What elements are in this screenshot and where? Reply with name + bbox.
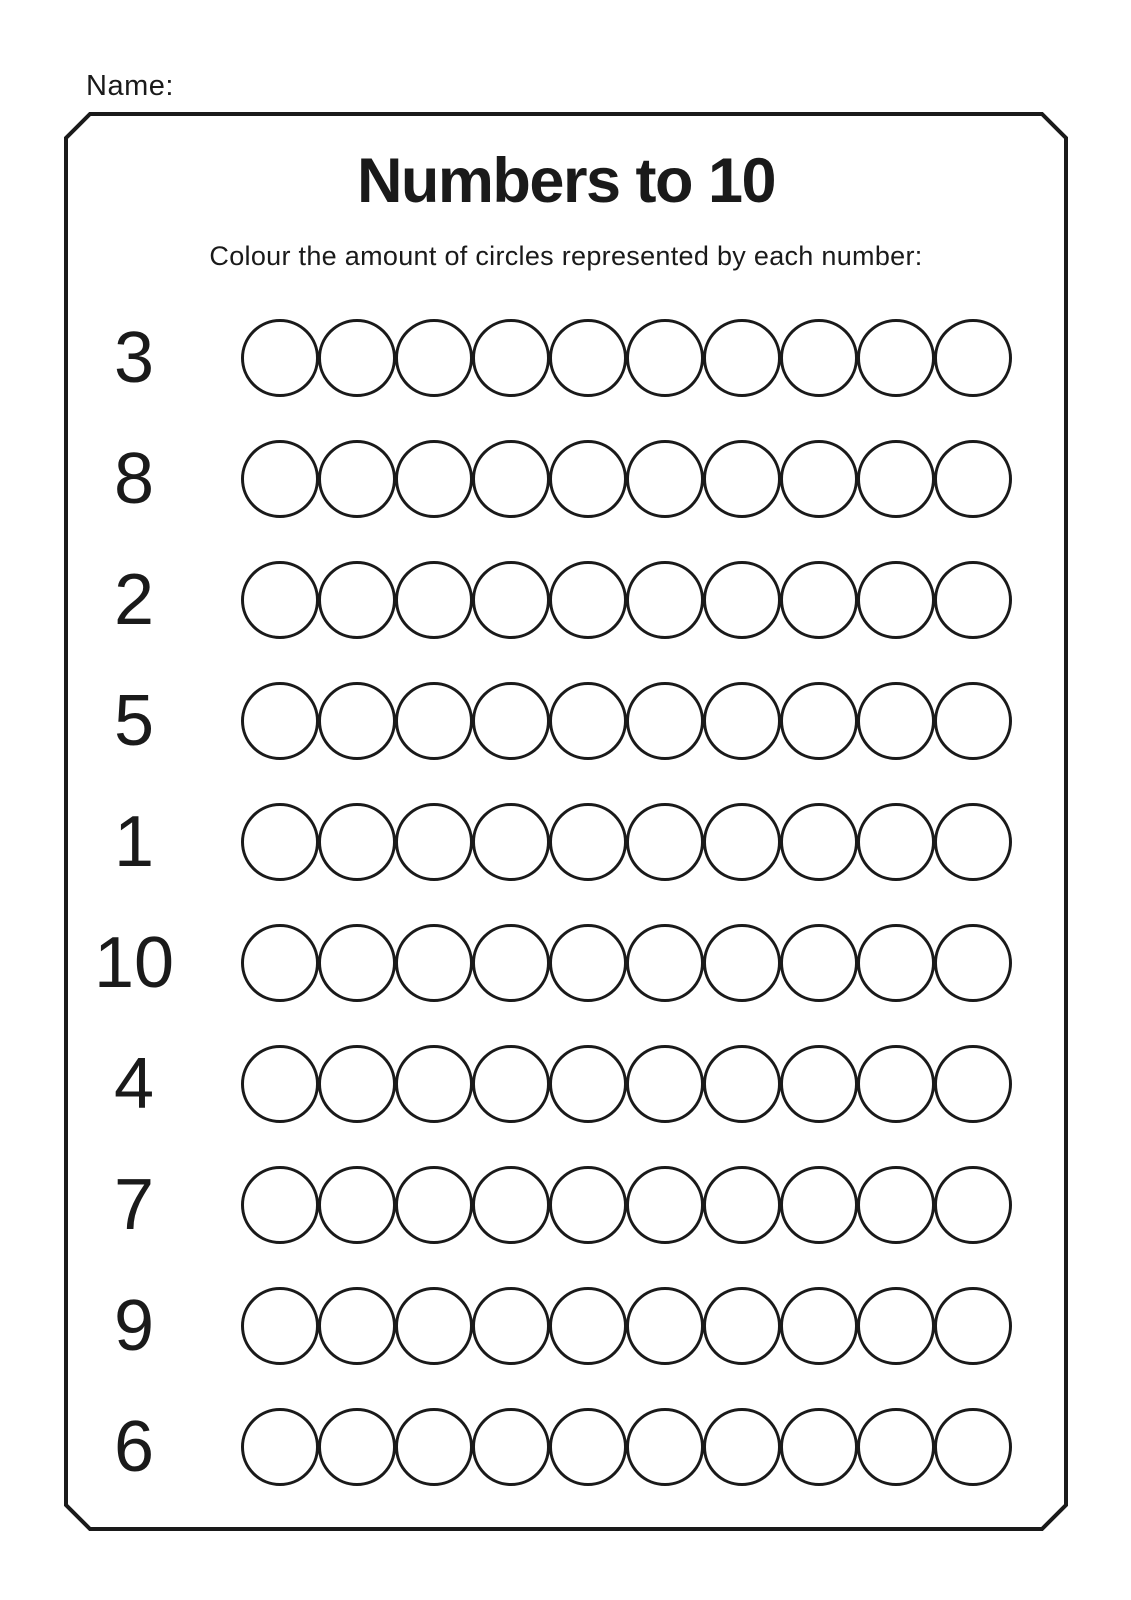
number-row	[64, 1386, 1068, 1507]
circle[interactable]	[780, 924, 858, 1002]
circle[interactable]	[472, 319, 550, 397]
circle[interactable]	[780, 1287, 858, 1365]
circle-row	[241, 1287, 1011, 1365]
circle[interactable]	[318, 803, 396, 881]
number-row	[64, 781, 1068, 902]
row-number: 5	[113, 680, 155, 761]
circle[interactable]	[241, 803, 319, 881]
circle[interactable]	[549, 319, 627, 397]
row-number: 4	[113, 1043, 155, 1124]
circle[interactable]	[934, 440, 1012, 518]
circle[interactable]	[395, 440, 473, 518]
circle-row	[241, 1045, 1011, 1123]
circle[interactable]	[395, 803, 473, 881]
circle[interactable]	[626, 1408, 704, 1486]
circle[interactable]	[395, 1166, 473, 1244]
number-row	[64, 902, 1068, 1023]
circle[interactable]	[703, 924, 781, 1002]
number-rows	[64, 297, 1068, 1507]
circle[interactable]	[626, 561, 704, 639]
circle[interactable]	[318, 682, 396, 760]
circle[interactable]	[703, 1408, 781, 1486]
circle[interactable]	[241, 319, 319, 397]
circle[interactable]	[857, 1166, 935, 1244]
circle[interactable]	[703, 319, 781, 397]
row-number: 2	[113, 559, 155, 640]
circle[interactable]	[626, 319, 704, 397]
circle[interactable]	[395, 924, 473, 1002]
circle[interactable]	[857, 319, 935, 397]
circle[interactable]	[395, 561, 473, 639]
circle[interactable]	[241, 924, 319, 1002]
circle-row	[241, 561, 1011, 639]
circle-row	[241, 803, 1011, 881]
circle[interactable]	[549, 1408, 627, 1486]
circle[interactable]	[626, 803, 704, 881]
circle-row	[241, 682, 1011, 760]
circle[interactable]	[241, 682, 319, 760]
circle[interactable]	[780, 1408, 858, 1486]
number-row	[64, 1144, 1068, 1265]
number-row	[64, 1265, 1068, 1386]
name-label: Name:	[86, 70, 174, 102]
circle[interactable]	[934, 803, 1012, 881]
circle[interactable]	[472, 1287, 550, 1365]
circle[interactable]	[472, 1166, 550, 1244]
circle[interactable]	[626, 924, 704, 1002]
circle[interactable]	[934, 1287, 1012, 1365]
circle-row	[241, 924, 1011, 1002]
circle[interactable]	[703, 1045, 781, 1123]
circle[interactable]	[395, 682, 473, 760]
circle[interactable]	[318, 561, 396, 639]
circle[interactable]	[780, 561, 858, 639]
row-number: 7	[113, 1164, 155, 1245]
circle[interactable]	[318, 924, 396, 1002]
circle[interactable]	[780, 803, 858, 881]
row-number: 6	[113, 1406, 155, 1487]
circle[interactable]	[472, 1408, 550, 1486]
circle[interactable]	[703, 1287, 781, 1365]
circle-row	[241, 319, 1011, 397]
row-number: 8	[113, 438, 155, 519]
circle[interactable]	[318, 1166, 396, 1244]
circle[interactable]	[241, 1408, 319, 1486]
circle-row	[241, 1166, 1011, 1244]
number-row	[64, 297, 1068, 418]
circle[interactable]	[703, 561, 781, 639]
circle[interactable]	[318, 440, 396, 518]
circle[interactable]	[857, 1408, 935, 1486]
circle[interactable]	[549, 682, 627, 760]
number-row	[64, 1023, 1068, 1144]
circle[interactable]	[857, 924, 935, 1002]
circle[interactable]	[318, 1408, 396, 1486]
circle[interactable]	[857, 803, 935, 881]
circle[interactable]	[626, 682, 704, 760]
circle[interactable]	[318, 1045, 396, 1123]
circle[interactable]	[934, 1166, 1012, 1244]
circle[interactable]	[318, 319, 396, 397]
circle[interactable]	[703, 440, 781, 518]
worksheet-instruction: Colour the amount of circles represented by each number:	[209, 241, 923, 271]
circle[interactable]	[857, 682, 935, 760]
circle[interactable]	[549, 803, 627, 881]
circle[interactable]	[472, 1045, 550, 1123]
circle-row	[241, 440, 1011, 518]
circle[interactable]	[549, 1045, 627, 1123]
circle[interactable]	[549, 561, 627, 639]
circle[interactable]	[472, 803, 550, 881]
circle[interactable]	[241, 1287, 319, 1365]
circle[interactable]	[472, 924, 550, 1002]
circle[interactable]	[703, 682, 781, 760]
circle[interactable]	[472, 440, 550, 518]
circle[interactable]	[780, 1166, 858, 1244]
circle[interactable]	[395, 1045, 473, 1123]
circle[interactable]	[241, 440, 319, 518]
circle[interactable]	[703, 803, 781, 881]
circle[interactable]	[626, 1045, 704, 1123]
circle[interactable]	[857, 1287, 935, 1365]
circle[interactable]	[780, 319, 858, 397]
circle[interactable]	[626, 440, 704, 518]
circle[interactable]	[934, 924, 1012, 1002]
circle[interactable]	[626, 1287, 704, 1365]
circle[interactable]	[472, 561, 550, 639]
circle[interactable]	[549, 924, 627, 1002]
row-number: 1	[113, 801, 155, 882]
circle[interactable]	[703, 1166, 781, 1244]
circle[interactable]	[934, 1045, 1012, 1123]
circle[interactable]	[780, 682, 858, 760]
row-number: 3	[113, 317, 155, 398]
circle[interactable]	[241, 561, 319, 639]
circle[interactable]	[549, 1166, 627, 1244]
circle[interactable]	[857, 1045, 935, 1123]
circle[interactable]	[934, 561, 1012, 639]
circle[interactable]	[626, 1166, 704, 1244]
circle[interactable]	[318, 1287, 396, 1365]
number-row	[64, 660, 1068, 781]
circle[interactable]	[857, 440, 935, 518]
circle[interactable]	[780, 440, 858, 518]
circle[interactable]	[395, 319, 473, 397]
circle[interactable]	[395, 1287, 473, 1365]
circle[interactable]	[241, 1045, 319, 1123]
circle-row	[241, 1408, 1011, 1486]
worksheet-title: Numbers to 10	[356, 146, 776, 216]
worksheet-frame	[64, 112, 1068, 1531]
circle[interactable]	[241, 1166, 319, 1244]
circle[interactable]	[934, 319, 1012, 397]
circle[interactable]	[549, 1287, 627, 1365]
circle[interactable]	[395, 1408, 473, 1486]
circle[interactable]	[472, 682, 550, 760]
circle[interactable]	[934, 682, 1012, 760]
number-row	[64, 418, 1068, 539]
circle[interactable]	[549, 440, 627, 518]
number-row	[64, 539, 1068, 660]
circle[interactable]	[780, 1045, 858, 1123]
row-number: 9	[113, 1285, 155, 1366]
row-number: 10	[93, 922, 175, 1003]
circle[interactable]	[857, 561, 935, 639]
circle[interactable]	[934, 1408, 1012, 1486]
